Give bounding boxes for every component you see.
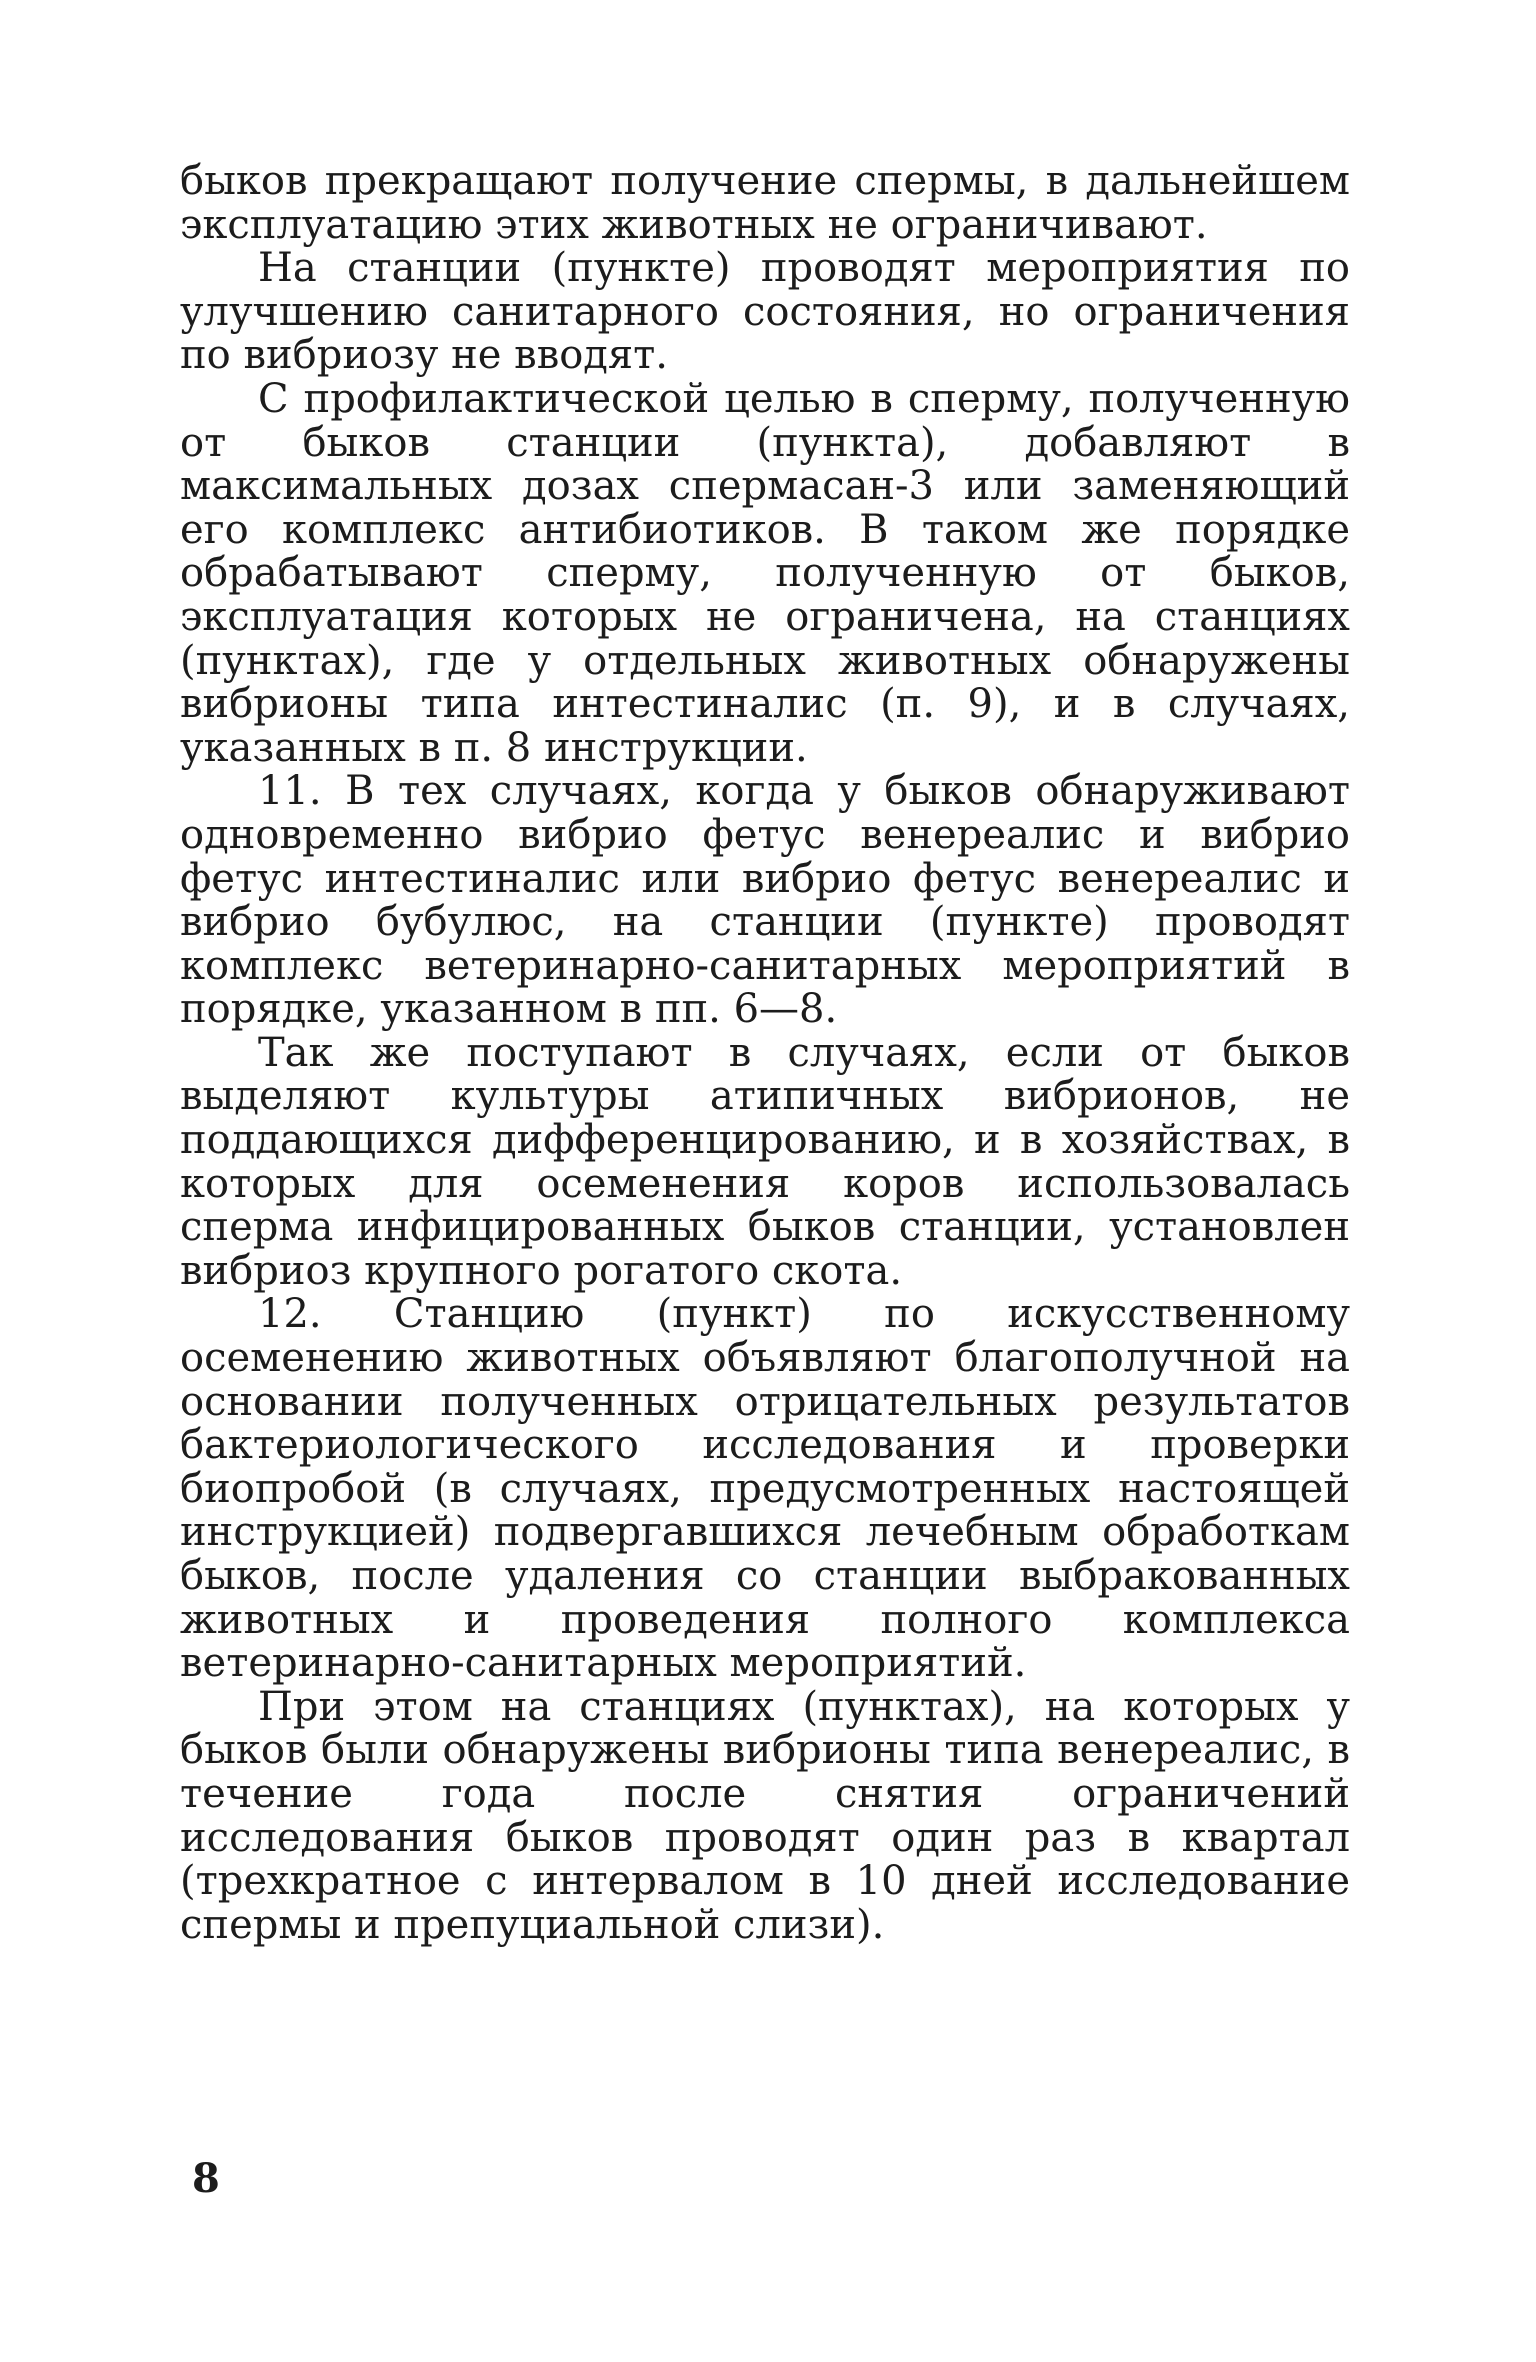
page-number: 8: [192, 2155, 220, 2202]
paragraph-sanitary-measures: На станции (пункте) проводят мероприятия по улучшению санитарного состояния, но ограничения по вибриозу не вводят.: [180, 245, 1350, 379]
page-text-block: [180, 160, 1350, 1947]
paragraph-quarterly-testing: При этом на станциях (пунктах), на которых у быков были обнаружены вибрионы типа венереалис, в течение года после снятия ограничений исследования быков проводят один раз в квартал (трехкратное с интервалом в 10 дней исследование спермы и препуциальной слизи).: [180, 1683, 1350, 1948]
paragraph-prophylaxis: С профилактической целью в сперму, полученную от быков станции (пункта), добавляют в максимальных дозах спермасан-3 или заменяющий его комплекс антибиотиков. В таком же порядке обрабатывают сперму, полученную от быков, эксплуатация которых не ограничена, на станциях (пунктах), где у отдельных животных обнаружены вибрионы типа интестиналис (п. 9), и в случаях, указанных в п. 8 инструкции.: [180, 375, 1350, 771]
paragraph-item-11: 11. В тех случаях, когда у быков обнаруживают одновременно вибрио фетус венереалис и вибрио фетус интестиналис или вибрио фетус венереалис и вибрио бубулюс, на станции (пункте) проводят комплекс ветеринарно-санитарных мероприятий в порядке, указанном в пп. 6—8.: [180, 768, 1350, 1033]
paragraph-continuation: быков прекращают получение спермы, в дальнейшем эксплуатацию этих животных не ограничивают.: [180, 158, 1350, 248]
paragraph-atypical-vibrions: Так же поступают в случаях, если от быков выделяют культуры атипичных вибрионов, не поддающихся дифференцированию, и в хозяйствах, в которых для осеменения коров использовалась сперма инфицированных быков станции, установлен вибриоз крупного рогатого скота.: [180, 1029, 1350, 1294]
paragraph-item-12: 12. Станцию (пункт) по искусственному осеменению животных объявляют благополучной на основании полученных отрицательных результатов бактериологического исследования и проверки биопробой (в случаях, предусмотренных настоящей инструкцией) подвергавшихся лечебным обработкам быков, после удаления со станции выбракованных животных и проведения полного комплекса ветеринарно-санитарных мероприятий.: [180, 1291, 1350, 1687]
